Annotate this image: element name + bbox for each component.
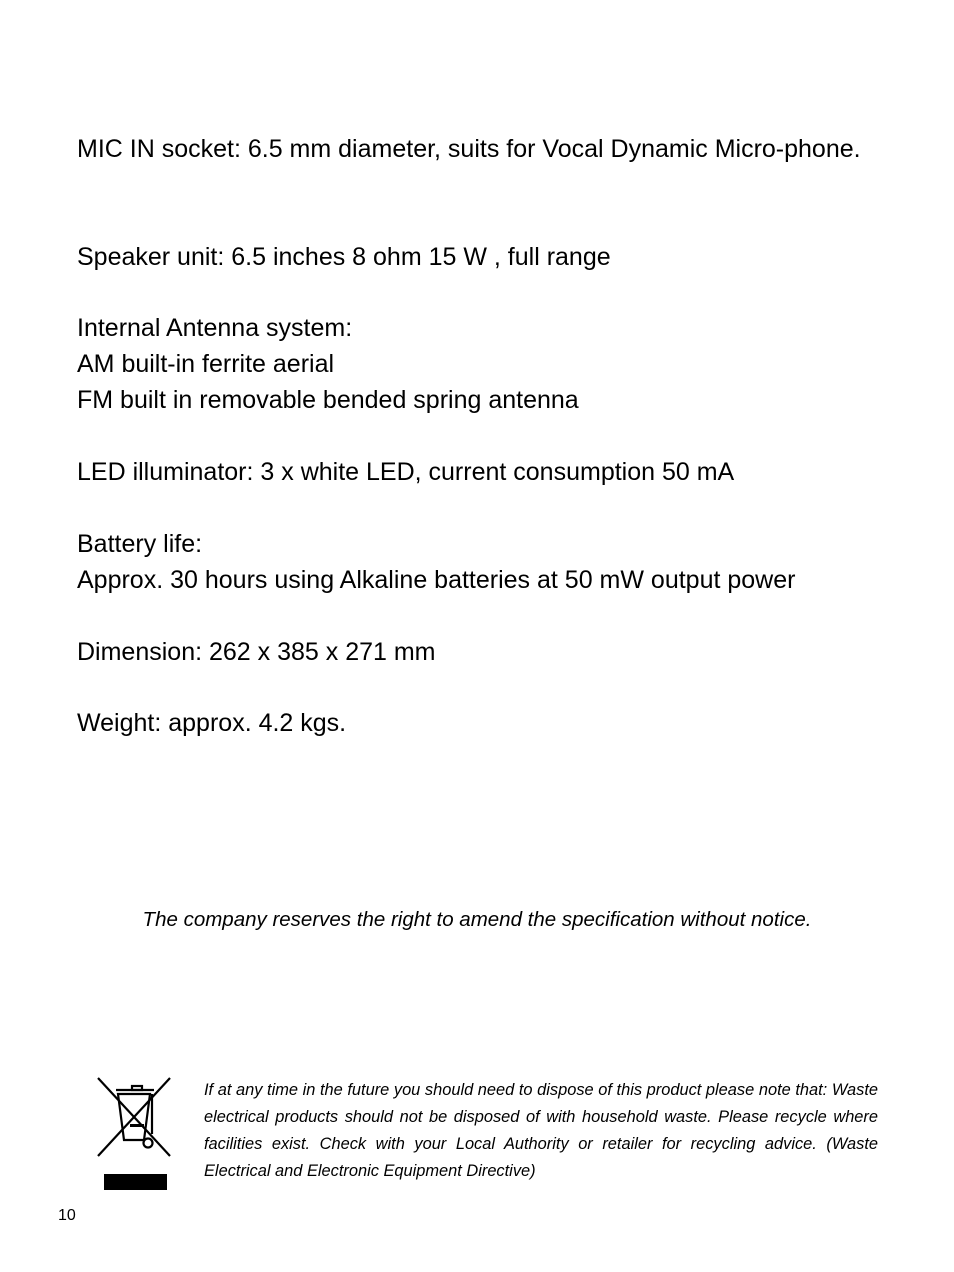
spec-antenna	[77, 310, 879, 418]
spec-led-text: LED illuminator: 3 x white LED, current consumption 50 mA	[77, 458, 735, 486]
spec-battery-heading: Battery life:	[77, 530, 203, 558]
spec-weight-text: Weight: approx. 4.2 kgs.	[77, 709, 347, 737]
spec-speaker-text: Speaker unit: 6.5 inches 8 ohm 15 W , full range	[77, 243, 611, 271]
spec-led	[77, 454, 879, 490]
spec-dimension-text: Dimension: 262 x 385 x 271 mm	[77, 638, 436, 666]
spec-weight	[77, 705, 879, 741]
spec-speaker	[77, 239, 879, 275]
spec-antenna-fm: FM built in removable bended spring antenna	[77, 386, 579, 414]
weee-disposal-text: If at any time in the future you should need to dispose of this product please note that: Waste electrical products should not be disposed of with household waste. Please recycle where facilities exist. Check with your Local Authority or retailer for recycling advice. (Waste Electrical and Electronic Equipment Directive)	[204, 1081, 878, 1180]
spec-battery	[77, 526, 879, 598]
page-number: 10	[58, 1207, 76, 1224]
spec-dimension	[77, 634, 879, 670]
spec-battery-detail: Approx. 30 hours using Alkaline batteries at 50 mW output power	[77, 566, 796, 594]
spec-mic-text: MIC IN socket: 6.5 mm diameter, suits for Vocal Dynamic Micro-phone.	[77, 135, 861, 163]
spec-mic	[77, 131, 879, 167]
spec-antenna-heading: Internal Antenna system:	[77, 314, 353, 342]
spec-antenna-am: AM built-in ferrite aerial	[77, 350, 335, 378]
specification-notice: The company reserves the right to amend the specification without notice.	[142, 908, 812, 931]
crossed-out-wheelie-bin-icon	[96, 1076, 172, 1192]
